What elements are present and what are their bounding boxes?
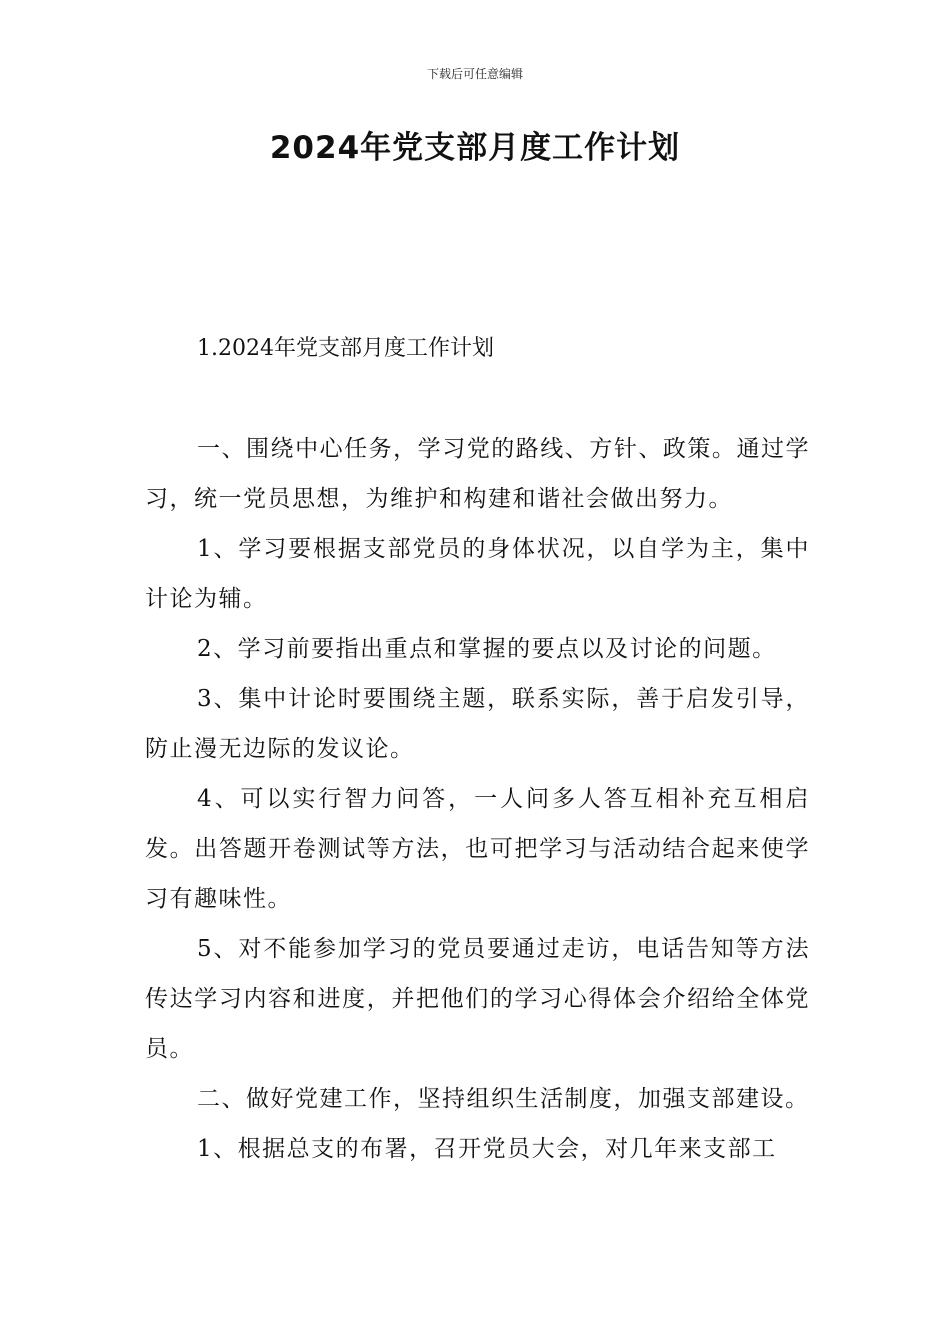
- document-body: [145, 424, 810, 1174]
- paragraph-item-4: 4、可以实行智力问答，一人问多人答互相补充互相启发。出答题开卷测试等方法，也可把学习与活动结合起来使学习有趣味性。: [145, 786, 810, 912]
- section-subheading: 1.2024年党支部月度工作计划: [197, 336, 494, 361]
- paragraph-item-2: 2、学习前要指出重点和掌握的要点以及讨论的问题。: [197, 636, 777, 662]
- paragraph-section-2: 二、做好党建工作，坚持组织生活制度，加强支部建设。: [197, 1086, 810, 1112]
- document-title: 2024年党支部月度工作计划: [269, 130, 681, 166]
- paragraph-item-3: 3、集中计论时要围绕主题，联系实际，善于启发引导，防止漫无边际的发议论。: [145, 686, 810, 762]
- paragraph-item-1: 1、学习要根据支部党员的身体状况，以自学为主，集中计论为辅。: [145, 536, 810, 612]
- paragraph-section-1: 一、围绕中心任务，学习党的路线、方针、政策。通过学习，统一党员思想，为维护和构建和谐社会做出努力。: [145, 436, 810, 512]
- paragraph-item-5: 5、对不能参加学习的党员要通过走访，电话告知等方法传达学习内容和进度，并把他们的学习心得体会介绍给全体党员。: [145, 936, 810, 1062]
- paragraph-section-2-item-1: 1、根据总支的布署，召开党员大会，对几年来支部工: [197, 1136, 777, 1162]
- header-note: 下载后可任意编辑: [426, 67, 523, 81]
